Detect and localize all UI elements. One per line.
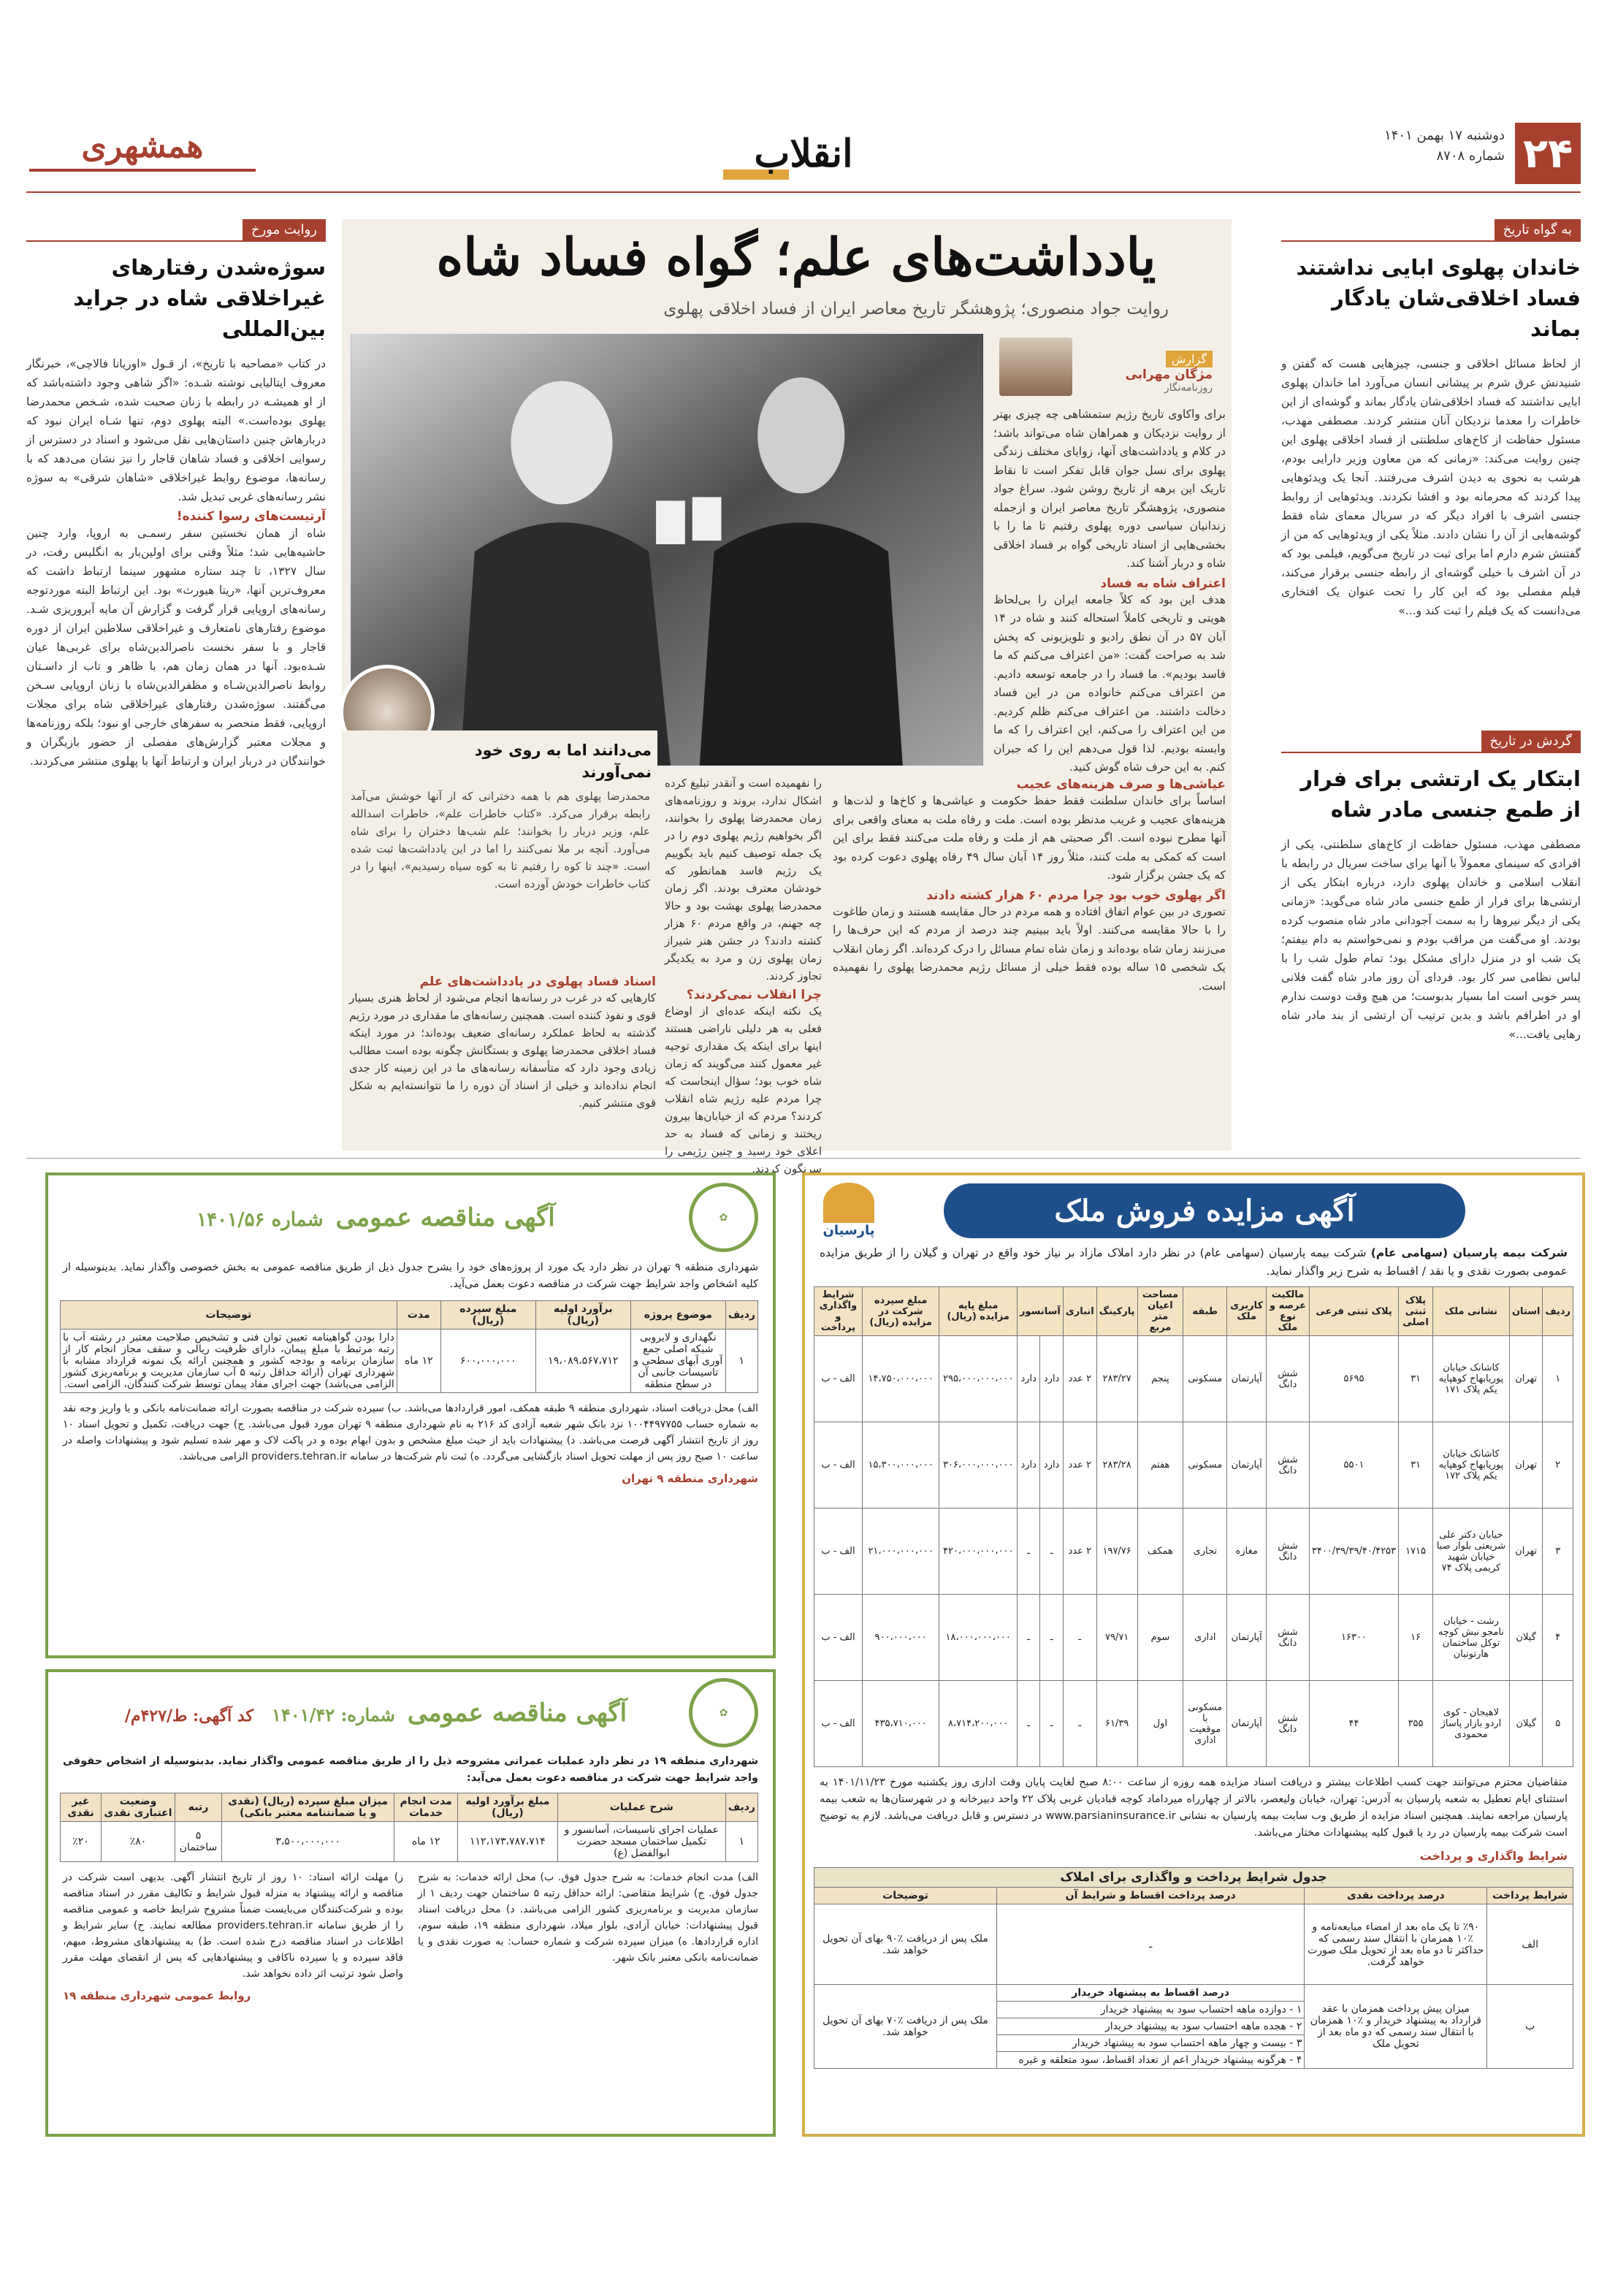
tender-table	[60, 1300, 758, 1393]
table-cell: الف - ب	[814, 1336, 863, 1422]
pull-quote	[343, 731, 657, 964]
right-column-story-1	[1281, 219, 1581, 731]
table-cell: ٪۲۰	[61, 1822, 102, 1862]
property-auction-ad	[802, 1172, 1585, 2137]
table-cell: الف - ب	[814, 1681, 863, 1767]
table-cell: ٪۹۰ تا یک ماه بعد از امضاء مبایعه‌نامه و ٪۱۰ همزمان با انتقال سند رسمی که حداکثر تا دو ماه بعد از تحویل ملک صورت خواهد گرفت.	[1305, 1904, 1487, 1985]
auction-title: آگهی مزایده فروش ملک	[944, 1183, 1465, 1238]
table-header: برآورد اولیه (ریال)	[535, 1301, 630, 1330]
table-cell: ـ	[1063, 1681, 1096, 1767]
table-cell: الف - ب	[814, 1509, 863, 1595]
story-tag: به گواه تاریخ	[1495, 219, 1581, 240]
table-header: شرایط واگذاری و پرداخت	[814, 1287, 863, 1336]
table-cell: ـ	[1040, 1595, 1063, 1681]
tender-ad-1	[45, 1172, 776, 1658]
table-cell: ـ	[997, 1904, 1305, 1985]
table-header: طبقه	[1183, 1287, 1227, 1336]
table-cell: پنجم	[1137, 1336, 1183, 1422]
main-subheadline: روایت جواد منصوری؛ پژوهشگر تاریخ معاصر ایران از فساد اخلاقی پهلوی	[663, 300, 1169, 319]
tender-notes: الف) محل دریافت اسناد، شهرداری منطقه ۹ طبقه همکف، امور قراردادها می‌باشد. ب) سپرده شرکت در مناقصه بصورت ارائه ضمانت‌نامه بانکی و یا واریز وجه نقد به شماره حساب ۱۰۰۴۴۹۷۷۵۵ نزد بانک شهر شعبه آزادی کد ۲۱۶ به نام شهرداری منطقه ۹ تهران مورد قبول می‌باشد. ج) جهت دریافت، تکمیل و تحویل اسناد ۱۰ روز از تاریخ انتشار آگهی فرصت می‌باشد. د) پیشنهادات باید از حیث مبلغ مشخص و بدون ابهام بوده و در پاکت لاک و مهر شده تسلیم شود و پیشنهادات واصله در ساعت ۱۰ صبح روز پس از مهلت تحویل اسناد بازگشایی می‌گردد. ه) ثبت نام شرکت‌ها در سامانه providers.tehran.ir الزامی می‌باشد.	[63, 1403, 759, 1462]
table-cell: ۵ ساختمان	[175, 1822, 222, 1862]
story-subhead: آرتیست‌های رسوا کننده!	[176, 509, 326, 524]
story-body: شاه از همان نخستین سفر رسمـی به اروپا، وارد چنین حاشیه‌هایی شد؛ مثلاً وقتی برای اولین‌بار به انگلیس رفت، در سال ۱۳۲۷، تا چند ستاره مشهور سینما ارتباط داشت که معروف‌ترین آنها، «ریتا هیورث» بود. این ارتباط البته موردتوجه رسانه‌های اروپایی قرار گرفت و گزارش آن مایه آبروریزی شـد. موضوع رفتارهای نامتعارف و غیراخلاقی سلاطین ایران از دوره قاجار و با سفر نخست ناصرالدین‌شاه برای غربی‌ها عیان شـده‌بود. آنها در همان زمان هم، با ظاهر و تاب از داسـتان روابط ناصرالدین‌شـاه و مظفرالدین‌شاه با زنان اروپایی سـخن می‌گفتند. سوژه‌شدن رفتارهای غیراخلاقی شاه برای مجلات اروپایی، فقط منحصر به سفرهای خارجی او نبود؛ بلکه روزنامه‌ها و مجلات معتبر گزارش‌های مفصلی از حضور بازیگران و خوانندگان در دربار ایران و ارتباط آنها با پهلوی منتشر می‌کردند.	[26, 527, 326, 768]
table-header: پلاک ثبتی اصلی	[1399, 1287, 1433, 1336]
story-body: مصطفی مهذب، مسئول حفاظت از کاخ‌های سلطنتی، یکی از افرادی که سینمای معمولاً با آنها برای ساخت سریال در رابطه با انقلاب اسلامی و خاندان پهلوی دارد، درباره ابتکار یکی از ارتشی‌ها برای فرار از طمع جنسی مادر شاه می‌گوید: «زمانی یکی از دیگر نیروها را به سمت آجودانی مادر شاه منصوب کرده بودند. او می‌گفت من مراقب بودم و نمی‌خواستم به دام بیفتم؛ یک شب او در منزل دارای مشکل بود؛ تمام طول شب را با لباس نظامی سر کار بود. فردای آن روز مادر شاه گفت فلانی پسر خوبی است اما بسیار بدبوست؛ من هیچ وقت دوست ندارم او در اطرافم باشد و بدین ترتیب آن ارتشی از بند مادر شاه رهایی یافت...»	[1281, 838, 1581, 1041]
parsian-logo-text: پارسیان	[822, 1223, 875, 1238]
table-cell: ـ	[1017, 1681, 1039, 1767]
table-cell: ۴۳۵،۷۱۰،۰۰۰	[862, 1681, 939, 1767]
table-header: کاربری ملک	[1227, 1287, 1267, 1336]
table-cell: ۱۲ ماه	[394, 1822, 457, 1862]
table-cell: ۵۶۹۵	[1309, 1336, 1398, 1422]
table-row	[814, 1595, 1573, 1681]
table-cell: الف - ب	[814, 1595, 863, 1681]
table-cell: گیلان	[1509, 1595, 1543, 1681]
table-header: استان	[1509, 1287, 1543, 1336]
table-header: درصد پرداخت اقساط و شرایط آن	[997, 1888, 1305, 1904]
reporter-avatar	[999, 337, 1072, 396]
table-cell: ۲ عدد	[1063, 1336, 1096, 1422]
auction-notes: متقاضیان محترم می‌توانند جهت کسب اطلاعات بیشتر و دریافت اسناد مزایده همه روزه از ساعت ۸:۰۰ صبح لغایت پایان وقت اداری روز یکشنبه مورخ ۱۴۰۱/۱۱/۲۳ به استثنای ایام تعطیل به شعبه پارسیان به آدرس: تهران، خیابان ولیعصر، بالاتر از چهارراه میرداماد کوچه قبادیان غربی پلاک ۲۲ واحد دبیرخانه و در شهرستان‌ها به شعب بیمه پارسیان مراجعه نمایند. همچنین اسناد مزایده از طریق وب سایت بیمه پارسیان به نشانی www.parsianinsurance.ir در دسترس و قابل دریافت می‌باشد. لازم به توضیح است شرکت بیمه پارسیان در رد یا قبول کلیه پیشنهادات مختار می‌باشد.	[820, 1777, 1568, 1839]
table-cell: کاشانک خیابان پوریابهاج کوهپایه یکم پلاک ۱۷۲	[1432, 1422, 1509, 1509]
table-cell: ۴	[1543, 1595, 1573, 1681]
table-cell: ۱۸،۰۰۰،۰۰۰،۰۰۰	[939, 1595, 1018, 1681]
conditions-title: شرایط واگذاری و پرداخت	[1419, 1849, 1568, 1863]
table-cell: ۴۲۰،۰۰۰،۰۰۰،۰۰۰	[939, 1509, 1018, 1595]
table-header: میزان مبلغ سپرده (ریال) (نقدی و یا ضمانتنامه معتبر بانکی)	[221, 1793, 394, 1822]
table-row	[814, 1509, 1573, 1595]
table-cell: ۳۱	[1399, 1422, 1433, 1509]
table-cell: ۲ - هجده ماهه احتساب سود به پیشنهاد خریدار	[997, 2018, 1305, 2035]
story-headline: خاندان پهلوی ابایی نداشتند فساد اخلاقی‌شان یادگار بماند	[1296, 255, 1581, 341]
table-cell: ۳	[1543, 1509, 1573, 1595]
conditions-table-title: جدول شرایط پرداخت و واگذاری برای املاک	[814, 1868, 1573, 1888]
article-paragraph: را نفهمیده است و آنقدر تبلیغ کرده اشکال ندارد، بروند و روزنامه‌های زمان محمدرضا پهلوی را بخوانند، اگر بخواهیم رژیم پهلوی دوم را در یک جمله توصیف کنیم باید بگوییم یک رژیم فاسد همانطور که خودشان معترف بودند. اگر زمان محمدرضا پهلوی بهشت بود و حالا چه جهنم، در واقع مردم ۶۰ هزار کشته دادند؟ در جشن هنر شیراز زمان پهلوی زن و مرد به یکدیگر تجاوز کردند.	[665, 777, 822, 983]
tender-title: آگهی مناقصه عمومی	[335, 1202, 555, 1232]
byline	[1081, 351, 1213, 394]
table-cell: آپارتمان	[1227, 1422, 1267, 1509]
table-cell: دارا بودن گواهینامه تعیین توان فنی و تشخیص صلاحیت معتبر در رشته آب با رتبه مرتبط با مبلغ پیمان، دارای ظرفیت ریالی و سقف مجاز انجام کار از سازمان برنامه و بودجه کشور و همچنین ارائه یک نمونه قرارداد مشابه با شهرداری تهران (ارائه حداقل رتبه ۵ آب سازمان مدیریت و برنامه‌ریزی کشور الزامی می‌باشد) جهت اجرای مفاد پیمان توسط شرکت کنندگان، الزامی است.	[61, 1330, 397, 1393]
tender-number: شماره: ۱۴۰۱/۴۲	[272, 1704, 395, 1725]
table-cell: تهران	[1509, 1336, 1543, 1422]
table-cell: کاشانک خیابان پوریابهاج کوهپایه یکم پلاک ۱۷۱	[1432, 1336, 1509, 1422]
table-cell: ب	[1487, 1985, 1573, 2069]
table-cell: ۱	[725, 1330, 757, 1393]
table-cell: ۸،۷۱۴،۲۰۰،۰۰۰	[939, 1681, 1018, 1767]
table-cell: ۱۴،۷۵۰،۰۰۰،۰۰۰	[862, 1336, 939, 1422]
article-paragraph: برای واکاوی تاریخ رژیم ستمشاهی چه چیزی بهتر از روایت نزدیکان و همراهان شاه می‌تواند باشد؛ در کلام و یادداشت‌های آنها، زوایای مختلف زندگی پهلوی برای نسل جوان قابل تفکر است تا نقاط تاریک این برهه از تاریخ روشن شود. سراغ جواد منصوری، پژوهشگر تاریخ معاصر ایران و ازجمله زندانیان سیاسی دوره پهلوی رفتیم تا ما را با بخشی‌هایی از اسناد تاریخی گواه بر فساد اخلاقی شاه و دربار آشنا کند.	[993, 408, 1226, 570]
table-cell: ۹۰۰،۰۰۰،۰۰۰	[862, 1595, 939, 1681]
ads-divider	[26, 1158, 1581, 1159]
table-cell: ۳ - بیست و چهار ماهه احتساب سود به پیشنهاد خریدار	[997, 2035, 1305, 2052]
photo-illustration	[351, 334, 983, 766]
table-header: مبلغ سپرده شرکت در مزایده (ریال)	[862, 1287, 939, 1336]
table-header: درصد پرداخت نقدی	[1305, 1888, 1487, 1904]
conditions-table	[814, 1867, 1573, 2069]
report-label: گزارش	[1166, 351, 1213, 367]
right-column-story-2	[1281, 731, 1581, 1140]
table-cell: ۴ - هرگونه پیشنهاد خریدار اعم از تعداد اقساط، سود متعلقه و غیره	[997, 2052, 1305, 2069]
table-row	[814, 1904, 1573, 1985]
table-cell: رشت - خیابان نامجو نبش کوچه توکل ساختمان هارتونیان	[1432, 1595, 1509, 1681]
table-cell: ـ	[1040, 1681, 1063, 1767]
table-cell: ۳۰۶،۰۰۰،۰۰۰،۰۰۰	[939, 1422, 1018, 1509]
auction-company: شرکت بیمه پارسیان (سهامی عام)	[1370, 1246, 1568, 1259]
page-number: ۲۴	[1515, 123, 1581, 184]
main-headline: یادداشت‌های علم؛ گواه فساد شاه	[436, 226, 1156, 287]
table-cell: ۲	[1543, 1422, 1573, 1509]
table-cell: گیلان	[1509, 1681, 1543, 1767]
table-cell: ۱۹۷/۷۶	[1096, 1509, 1137, 1595]
article-paragraph: هدف این بود که کلاً جامعه ایران را بی‌لحاظ هویتی و تاریخی کاملاً استحاله کنند و شاه در ۱۴ آبان ۵۷ در آن نطق رادیو و تلویزیونی که پخش شد به صراحت گفت: «من اعتراف می‌کنم که ما فاسد بودیم». ما فساد را در جامعه توسعه دادیم. من اعتراف می‌کنم خانواده من در این فساد دخالت داشتند. من اعتراف می‌کنم ظلم کردیم. من این اعتراف را می‌کنم، این اعتراف را که ما وابسته بودیم. لذا قول می‌دهم این را که جبران کنم. به این حرف شاه گوش کنید.	[993, 592, 1226, 774]
table-cell: ۲۸۳/۲۸	[1096, 1422, 1137, 1509]
table-cell: شش دانگ	[1267, 1681, 1310, 1767]
main-column-4	[349, 972, 656, 1140]
table-row	[814, 1336, 1573, 1422]
auction-intro	[820, 1244, 1568, 1281]
table-header: غیر نقدی	[61, 1793, 102, 1822]
article-subhead: عیاشی‌ها و صرف هزینه‌های عجیب	[1016, 777, 1226, 792]
table-cell: تهران	[1509, 1509, 1543, 1595]
tender-number: شماره ۱۴۰۱/۵۶	[196, 1208, 324, 1231]
table-cell: ۳۱	[1399, 1336, 1433, 1422]
table-cell: ۷۹/۷۱	[1096, 1595, 1137, 1681]
tender-intro: شهرداری منطقه ۹ تهران در نظر دارد یک مورد از پروژه‌های خود را بشرح جدول ذیل از طریق مناقصه عمومی به بخش خصوصی واگذار نماید. بدینوسیله از کلیه اشخاص واجد شرایط جهت شرکت در مناقصه دعوت بعمل می‌آید.	[63, 1262, 758, 1290]
table-header: مدت انجام خدمات	[394, 1793, 457, 1822]
table-cell: عملیات اجرای تاسیسات، آسانسور و تکمیل ساختمان مسجد حضرت ابوالفضل (ع)	[557, 1822, 725, 1862]
table-cell: ملک پس از دریافت ٪۹۰ بهای آن تحویل خواهد شد.	[814, 1904, 997, 1985]
table-cell: شش دانگ	[1267, 1336, 1310, 1422]
article-subhead: اعتراف شاه به فساد	[1100, 576, 1226, 591]
table-cell: دارد	[1017, 1336, 1039, 1422]
table-cell: تهران	[1509, 1422, 1543, 1509]
table-cell: ۳،۵۰۰،۰۰۰،۰۰۰	[221, 1822, 394, 1862]
table-cell: ۱۲ ماه	[397, 1330, 440, 1393]
table-cell: ۲ عدد	[1063, 1422, 1096, 1509]
section-title: انقلاب	[754, 131, 853, 176]
article-paragraph: کارهایی که در غرب در رسانه‌ها انجام می‌شود از لحاظ هنری بسیار قوی و نفوذ کننده است. همچنین رسانه‌های ما مقداری در مورد رژیم گذشته به لحاظ عملکرد رسانه‌ای ضعیف بوده‌اند؛ در مورد اینکه فساد اخلاقی محمدرضا پهلوی و بستگانش چگونه بوده است مطالب زیادی وجود دارد که متأسفانه رسانه‌های ما در این زمینه کار جدی انجام نداده‌اند و خیلی از اسناد آن دوره را ما نتوانسته‌ایم به شکل قوی منتشر کنیم.	[349, 991, 656, 1110]
article-paragraph: اساساً برای خاندان سلطنت فقط حفظ حکومت و عیاشی‌ها و کاخ‌ها و لذت‌ها و هزینه‌های عجیب و غریب مدنظر بوده است. ملت و رفاه ملت به معنای واقعی برای آنها مطرح نبوده است. اگر صحبتی هم از ملت و رفاه ملت می‌کنند فقط برای این است که کمکی به ملت کنند، مثلاً روز ۱۴ آبان سال ۴۹ رفاه پهلوی دعوت کرده بود که یک جشن برگزار شود.	[833, 794, 1226, 882]
pull-quote-body: محمدرضا پهلوی هم با همه دخترانی که از آنها خوشش می‌آمد رابطه برقرار می‌کرد. «کتاب خاطرات علم»، خاطرات اسدالله علم، وزیر دربار را بخوانند؛ علم شب‌ها دختران را برای شاه می‌آورد. آنچه بر ملا نمی‌کنند را اما در این یادداشت‌ها ثبت شده است. «چند تا کوه را رفتیم تا به کوه سیاه رسیدیم»، اینها را در کتاب خاطرات خودش آورده است.	[351, 790, 650, 890]
table-cell: مسکونی	[1183, 1422, 1227, 1509]
table-row	[814, 1985, 1573, 2002]
municipality-logo: ✿	[689, 1183, 758, 1252]
table-cell: لاهیجان - کوی اردو بازار پاساژ محمودی	[1432, 1681, 1509, 1767]
main-column-2	[833, 774, 1226, 1140]
header-divider	[26, 191, 1581, 193]
table-cell: میزان پیش پرداخت همزمان با عقد قرارداد به پیشنهاد خریدار و ٪۱۰ همزمان با انتقال سند رسمی که دو ماه بعد از تحویل ملک	[1305, 1985, 1487, 2069]
story-tag: گردش در تاریخ	[1481, 731, 1581, 752]
story-headline: سوژه‌شدن رفتارهای غیراخلاقی شاه در جراید بین‌المللی	[73, 255, 326, 341]
table-cell: شش دانگ	[1267, 1595, 1310, 1681]
main-column-3	[665, 774, 822, 1175]
table-header: مبلغ برآورد اولیه (ریال)	[457, 1793, 557, 1822]
article-subhead: اسناد فساد پهلوی در یادداشت‌های علم	[419, 975, 656, 989]
table-cell: آپارتمان	[1227, 1595, 1267, 1681]
tender-title: آگهی مناقصه عمومی	[407, 1698, 627, 1728]
table-cell: نگهداری و لایروبی شبکه اصلی جمع آوری آبهای سطحی و تاسیسات جانبی آن در سطح منطقه	[630, 1330, 725, 1393]
table-header: ردیف	[725, 1301, 757, 1330]
table-cell: مسکونی	[1183, 1336, 1227, 1422]
tender-table	[60, 1793, 758, 1862]
issue-number: شماره ۸۷۰۸	[1436, 148, 1505, 164]
table-cell: آپارتمان	[1227, 1336, 1267, 1422]
table-cell: ـ	[1063, 1595, 1096, 1681]
table-header: رتبه	[175, 1793, 222, 1822]
table-header: ردیف	[1543, 1287, 1573, 1336]
table-header: مبلغ پایه مزایده (ریال)	[939, 1287, 1018, 1336]
reporter-role: روزنامه‌نگار	[1164, 382, 1213, 394]
table-cell: ۵	[1543, 1681, 1573, 1767]
table-cell: ۴۴	[1309, 1681, 1398, 1767]
pull-quote-title: می‌دانند اما به روی خود نمی‌آورند	[474, 741, 652, 781]
table-cell: ۳۴۰۰/۳۹/۳۹/۴۰/۴۲۵۳	[1309, 1509, 1398, 1595]
auction-intro-text: شرکت بیمه پارسیان (سهامی عام) در نظر دارد املاک مازاد بر نیاز خود واقع در تهران و گیلان را از طریق مزایده عمومی بصورت نقدی و یا نقد / اقساط به شرح زیر واگذار نماید.	[820, 1246, 1568, 1278]
table-cell: ۲۱،۰۰۰،۰۰۰،۰۰۰	[862, 1509, 939, 1595]
table-header: ردیف	[725, 1793, 757, 1822]
table-header: انباری	[1063, 1287, 1096, 1336]
table-cell: اول	[1137, 1681, 1183, 1767]
table-cell: درصد اقساط به پیشنهاد خریدار	[997, 1985, 1305, 2002]
newspaper-logo: همشهری	[29, 128, 256, 172]
table-header: شرح عملیات	[557, 1793, 725, 1822]
table-cell: خیابان دکتر علی شریعتی بلوار صبا خیابان شهید کریمی پلاک ۷۴	[1432, 1509, 1509, 1595]
table-cell: ۵۵۰۱	[1309, 1422, 1398, 1509]
table-cell: ملک پس از دریافت ٪۷۰ بهای آن تحویل خواهد شد.	[814, 1985, 997, 2069]
table-header: نشانی ملک	[1432, 1287, 1509, 1336]
tender-code: کد آگهی: ط/۴۲۷م/	[124, 1706, 253, 1725]
table-cell: ۶۰۰،۰۰۰،۰۰۰	[440, 1330, 535, 1393]
table-cell: ۲۹۵،۰۰۰،۰۰۰،۰۰۰	[939, 1336, 1018, 1422]
table-cell: ۱۶	[1399, 1595, 1433, 1681]
table-header: وضعیت اعتباری نقدی	[101, 1793, 175, 1822]
table-cell: ـ	[1017, 1509, 1039, 1595]
auction-table	[814, 1286, 1573, 1767]
table-row	[814, 1681, 1573, 1767]
table-cell: اداری	[1183, 1595, 1227, 1681]
table-cell: ۱۹،۰۸۹،۵۶۷،۷۱۲	[535, 1330, 630, 1393]
tender-intro: شهرداری منطقه ۱۹ در نظر دارد عملیات عمرانی مشروحه ذیل را از طریق مناقصه عمومی واگذار نماید. بدینوسیله از اشخاص حقوقی واجد شرایط جهت شرکت در مناقصه دعوت بعمل می‌آید:	[63, 1755, 758, 1784]
table-cell: ۲۸۳/۲۷	[1096, 1336, 1137, 1422]
article-photo	[349, 332, 985, 767]
tender-footer: روابط عمومی شهرداری منطقه ۱۹	[63, 1989, 251, 2002]
table-cell: ۱۷۱۵	[1399, 1509, 1433, 1595]
table-header: توضیحات	[814, 1888, 997, 1904]
table-cell: دارد	[1017, 1422, 1039, 1509]
table-cell: شش دانگ	[1267, 1509, 1310, 1595]
table-cell: ـ	[1040, 1509, 1063, 1595]
table-header: پلاک ثبتی فرعی	[1309, 1287, 1398, 1336]
table-cell: ـ	[1017, 1595, 1039, 1681]
table-row	[61, 1822, 758, 1862]
tender-notes-left: ز) مهلت ارائه اسناد: ۱۰ روز از تاریخ انتشار آگهی. بدیهی است شرکت در مناقصه و ارائه پیشنهاد به منزله قبول شرایط و تکالیف مقرر در اسناد مناقصه بوده و شرکت‌کنندگان می‌بایست ضمناً مشروح شرایط خاصه و عمومی مناقصه را از طریق سامانه providers.tehran.ir مطالعه نمایند. ح) سایر شرایط و اطلاعات در اسناد مناقصه درج شده است. ط) به پیشنهادهای مشروط، مبهم، فاقد سپرده و یا سپرده ناکافی و پیشنهادهایی که پس از انقضای مهلت مقرر واصل شود ترتیب اثر داده نخواهد شد.	[63, 1872, 403, 1980]
article-subhead: چرا انقلاب نمی‌کردند؟	[686, 988, 822, 1002]
header-date-block	[1384, 126, 1505, 167]
table-cell: ۳۵۵	[1399, 1681, 1433, 1767]
table-cell: ۱	[1543, 1336, 1573, 1422]
tender-footer: شهرداری منطقه ۹ تهران	[622, 1472, 758, 1485]
left-column-story	[26, 219, 326, 1143]
table-header: مالکیت عرصه و نوع ملک	[1267, 1287, 1310, 1336]
table-cell: شش دانگ	[1267, 1422, 1310, 1509]
table-header: موضوع پروژه	[630, 1301, 725, 1330]
reporter-name: مژگان مهرابی	[1125, 367, 1213, 382]
issue-date: دوشنبه ۱۷ بهمن ۱۴۰۱	[1384, 128, 1505, 143]
table-header: مبلغ سپرده (ریال)	[440, 1301, 535, 1330]
tender-notes-right: الف) مدت انجام خدمات: به شرح جدول فوق. ب) محل ارائه خدمات: به شرح جدول فوق. ج) شرایط متقاضی: ارائه حداقل رتبه ۵ ساختمان جهت ردیف ۱ از سازمان مدیریت و برنامه‌ریزی کشور الزامی می‌باشد. د) محل دریافت اسناد قبول پیشنهادات: خیابان آزادی، بلوار میلاد، شهرداری منطقه ۱۹، طبقه سوم، اداره قراردادها. ه) میزان سپرده شرکت و شماره حساب: به صورت نقدی و یا ضمانت‌نامه بانکی معتبر بانک شهر.	[418, 1872, 759, 1964]
parsian-logo	[805, 1183, 893, 1238]
table-header: مدت	[397, 1301, 440, 1330]
story-body: از لحاظ مسائل اخلاقی و جنسی، چیزهایی هست که گفتن و شنیدنش عرق شرم بر پیشانی انسان می‌آورد اما خاندان پهلوی ابایی نداشتند که فساد اخلاقی‌شان یادگار بماند و گوشه‌ای از این خاطرات را معدما نزدیکان آنان منتشر کردند. مصطفی مهذب، مسئول حفاظت از کاخ‌های سلطنتی از فساد اخلاقی پهلوی این چنین روایت می‌کند: «زمانی که من معاون وزیر دارایی بودم، هرشب به نحوی به دیدن اشرف می‌رفتند. آنجا یک ویدئوهایی پیدا کردند که محرمانه بود و افشا نکردند. ویدئوهایی از روابط جنسی اشرف با افراد دیگر که در سریال معمای شاه فقط گوشه‌هایی از آن را نشان دادند. مثلاً یکی از ویدئوهایی که من از گفتنش شرم دارم اما برای ثبت در تاریخ می‌گویم، فیلمی بود که در آن اشرف با خیلی گوشه‌ای از رابطه جنسی برقرار می‌کند، فیلم مفصلی بود که این کار را تحت عنوان یک افتخاری می‌دانست که یک فیلم را ثبت کند و...»	[1281, 357, 1581, 617]
table-cell: سوم	[1137, 1595, 1183, 1681]
table-cell: ۱۵،۳۰۰،۰۰۰،۰۰۰	[862, 1422, 939, 1509]
table-cell: ۱ - دوازده ماهه احتساب سود به پیشنهاد خریدار	[997, 2002, 1305, 2018]
table-cell: مغازه	[1227, 1509, 1267, 1595]
story-tag: روایت مورخ	[243, 219, 326, 240]
table-cell: ۱۶۳۰۰	[1309, 1595, 1398, 1681]
table-header: مساحت اعیان متر مربع	[1137, 1287, 1183, 1336]
table-cell: ٪۸۰	[101, 1822, 175, 1862]
table-row	[814, 1422, 1573, 1509]
table-cell: آپارتمان	[1227, 1681, 1267, 1767]
table-cell: مسکونی با موقعیت اداری	[1183, 1681, 1227, 1767]
tender-ad-2	[45, 1669, 776, 2137]
article-subhead: اگر پهلوی خوب بود چرا مردم ۶۰ هزار کشته دادند	[926, 888, 1226, 903]
table-cell: تجاری	[1183, 1509, 1227, 1595]
story-body: در کتاب «مصاحبه با تاریخ»، از قـول «اوریانا فالاچی»، خبرنگار معروف ایتالیایی نوشته شـده: «اگر شاهی وجود داشته‌باشد که از او همیشـه در رابطه با زنان صحبت شده، شـخص محمدرضا پهلوی بوده‌است.» البته پهلوی دوم، تنها شـاه ایران نبود که دربارهاش چنین داستان‌هایی نقل می‌شود و اسناد در دسترس از رسوایی اخلاقی و فساد شاهان قاجار را نیز نشان می‌دهد که با رسانه‌ها، موضوع روابط غیراخلاقی «شاهان شرقی» به سوژه نشر رسانه‌های غربی تبدیل شد.	[26, 357, 326, 503]
table-header: توضیحات	[61, 1301, 397, 1330]
table-header: آسانسور	[1017, 1287, 1063, 1336]
table-cell: هفتم	[1137, 1422, 1183, 1509]
table-cell: همکف	[1137, 1509, 1183, 1595]
table-cell: الف	[1487, 1904, 1573, 1985]
article-paragraph: یک نکته اینکه عده‌ای از اوضاع فعلی به هر دلیلی ناراضی هستند اینها برای اینکه یک مقداری توجیه غیر معمول کنند می‌گویند که زمان شاه خوب بود؛ سؤال اینجاست که چرا مردم علیه رژیم شاه انقلاب کردند؟ مردم که از خیابان‌ها بیرون ریختند و زمانی که فساد به حد اعلای خود رسید و چنین رژیمی را سرنگون کردند.	[665, 1004, 822, 1175]
story-headline: ابتکار یک ارتشی برای فرار از طمع جنسی مادر شاه	[1300, 766, 1581, 822]
table-cell: ۱۱۲،۱۷۳،۷۸۷،۷۱۴	[457, 1822, 557, 1862]
table-cell: دارد	[1040, 1336, 1063, 1422]
table-row	[61, 1330, 758, 1393]
table-header: پارکینگ	[1096, 1287, 1137, 1336]
table-cell: ۲ عدد	[1063, 1509, 1096, 1595]
table-cell: ۱	[725, 1822, 757, 1862]
article-paragraph: تصوری در بین عوام اتفاق افتاده و همه مردم در حال مقایسه هستند و زمان طاغوت را با حالا مقایسه می‌کنند. اولاً باید ببینیم چند درصد از مردم که این حرف‌ها را می‌زنند زمان شاه بوده‌اند و زمان شاه تمام مسائل را درک کرده‌اند. اگر زمان انقلاب یک شخصی ۱۵ ساله بوده فقط خیلی از مسائل رژیم محمدرضا پهلوی را نفهمیده است.	[833, 904, 1226, 993]
table-cell: الف - ب	[814, 1422, 863, 1509]
table-header: شرایط پرداخت	[1487, 1888, 1573, 1904]
table-cell: ۶۱/۳۹	[1096, 1681, 1137, 1767]
table-cell: دارد	[1040, 1422, 1063, 1509]
municipality-logo: ✿	[689, 1678, 758, 1747]
